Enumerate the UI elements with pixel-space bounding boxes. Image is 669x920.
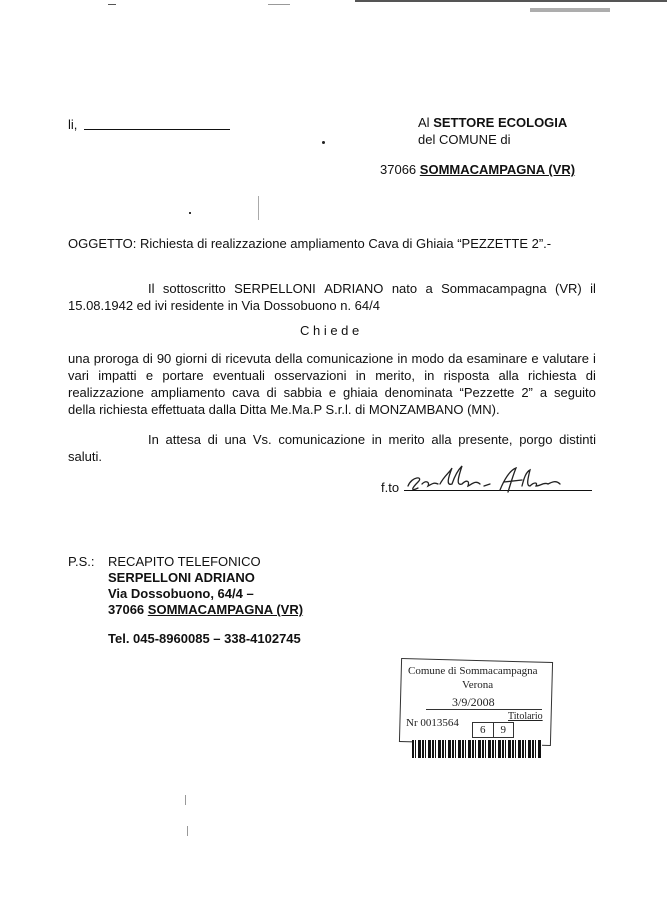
paragraph-3-line-2: saluti. — [68, 449, 102, 464]
scan-artifact-smudge — [530, 8, 610, 12]
addressee-prefix: Al — [418, 115, 430, 130]
word: presente, — [458, 432, 513, 447]
word: richiesta — [528, 368, 577, 383]
word: Vs. — [252, 432, 272, 447]
word: di — [142, 351, 153, 366]
word: ricevuta — [225, 351, 271, 366]
scan-artifact-dash — [268, 4, 290, 5]
word: sottoscritto — [162, 281, 226, 296]
word: attesa — [165, 432, 201, 447]
word: ADRIANO — [324, 281, 384, 296]
word: in — [355, 368, 366, 383]
stamp-date: 3/9/2008 — [452, 695, 495, 709]
word: in — [424, 368, 435, 383]
scan-artifact-dash — [185, 795, 186, 805]
scan-artifact-dot — [189, 212, 191, 214]
subject-text: Richiesta di realizzazione ampliamento Cava di Ghiaia “PEZZETTE 2”.- — [140, 236, 552, 251]
place-label: li, — [68, 117, 78, 132]
paragraph-1-line-2: 15.08.1942 ed ivi residente in Via Dossobuono n. 64/4 — [68, 298, 380, 313]
stamp-titolario-label: Titolario — [508, 711, 543, 722]
word: di — [585, 368, 596, 383]
word: e — [531, 351, 539, 366]
word: denominata — [384, 385, 453, 400]
ps-line-3: Via Dossobuono, 64/4 – — [108, 586, 254, 601]
word: portare — [162, 368, 204, 383]
ps-label: P.S.: — [68, 554, 95, 569]
paragraph-2-line-2 — [68, 367, 596, 384]
word: di — [207, 432, 218, 447]
addressee-city: SOMMACAMPAGNA (VR) — [419, 162, 576, 177]
stamp-municipality: Comune di Sommacampagna — [408, 665, 538, 677]
scan-artifact-dash — [108, 4, 116, 5]
word: merito, — [375, 368, 415, 383]
word: vari — [68, 368, 89, 383]
stamp-nr-value: 0013564 — [420, 717, 459, 729]
word: ghiaia — [342, 385, 378, 400]
stamp-titolario-class: 6 — [473, 723, 494, 737]
word: cava — [232, 385, 260, 400]
word: in — [397, 351, 408, 366]
scan-artifact-dash — [187, 826, 188, 836]
stamp-barcode — [412, 740, 542, 758]
addressee-line-1 — [418, 114, 567, 131]
word: risposta — [443, 368, 490, 383]
scan-artifact-dash — [258, 196, 259, 220]
handwritten-signature — [404, 462, 594, 496]
paragraph-2-line-4: della richiesta effettuata dalla Ditta Me.Ma.P S.r.l. di MONZAMBANO (MN). — [68, 402, 500, 417]
word: alla — [431, 432, 452, 447]
ps-city: SOMMACAMPAGNA (VR) — [147, 602, 304, 617]
word: merito — [388, 432, 425, 447]
word: 90 — [156, 351, 172, 366]
ps-phone: Tel. 045-8960085 – 338-4102745 — [108, 631, 301, 646]
protocol-stamp — [396, 660, 554, 760]
ps-cap: 37066 — [108, 602, 145, 617]
word: distinti — [559, 432, 596, 447]
word: Sommacampagna — [441, 281, 547, 296]
word: di — [266, 385, 277, 400]
word: In — [148, 432, 159, 447]
word: modo — [411, 351, 445, 366]
word: sabbia — [283, 385, 322, 400]
stamp-nr-label: Nr — [406, 717, 418, 729]
paragraph-2-line-1 — [68, 350, 596, 367]
addressee-office: SETTORE ECOLOGIA — [433, 115, 568, 130]
word: a — [425, 281, 433, 296]
word: una — [68, 351, 90, 366]
scan-artifact-line — [355, 0, 667, 2]
paragraph-3-line-1 — [148, 431, 596, 448]
word: giorni — [175, 351, 208, 366]
signature-label: f.to — [381, 480, 400, 495]
word: il — [590, 281, 596, 296]
word: seguito — [553, 385, 596, 400]
word: ampliamento — [150, 385, 226, 400]
paragraph-2-line-3 — [68, 384, 596, 401]
word: “Pezzette — [459, 385, 515, 400]
word: proroga — [93, 351, 139, 366]
word: alla — [498, 368, 519, 383]
word: nato — [391, 281, 418, 296]
word: una — [224, 432, 247, 447]
stamp-province: Verona — [462, 679, 494, 691]
word: 2” — [521, 385, 533, 400]
word: porgo — [519, 432, 553, 447]
word: realizzazione — [68, 385, 144, 400]
word: (VR) — [555, 281, 582, 296]
word: e — [328, 385, 337, 400]
word: a — [539, 385, 548, 400]
word: esaminare — [466, 351, 528, 366]
word: i — [593, 351, 596, 366]
stamp-titolario-subclass: 9 — [500, 724, 506, 736]
word: da — [448, 351, 463, 366]
word: della — [275, 351, 303, 366]
word: osservazioni — [274, 368, 347, 383]
word: eventuali — [212, 368, 265, 383]
addressee-line-2: del COMUNE di — [418, 132, 511, 147]
word: comunicazione — [278, 432, 366, 447]
addressee-line-3 — [380, 161, 575, 178]
stamp-number — [406, 715, 459, 732]
word: comunicazione — [306, 351, 394, 366]
word: di — [211, 351, 222, 366]
ps-line-1: RECAPITO TELEFONICO — [108, 554, 261, 569]
word: SERPELLONI — [234, 281, 316, 296]
ps-line-2: SERPELLONI ADRIANO — [108, 570, 255, 585]
request-heading: C h i e d e — [300, 323, 360, 338]
stamp-titolario-box — [472, 722, 514, 738]
scan-artifact-dot — [322, 141, 325, 144]
paragraph-1-line-1 — [148, 280, 596, 297]
addressee-cap: 37066 — [380, 162, 417, 177]
subject-line — [68, 235, 551, 252]
word: impatti — [98, 368, 137, 383]
word: in — [371, 432, 382, 447]
word: Il — [148, 281, 155, 296]
word: e — [145, 368, 154, 383]
subject-label: OGGETTO: — [68, 236, 137, 251]
place-date-blank-line — [84, 129, 230, 130]
ps-line-4 — [108, 601, 303, 618]
word: valutare — [542, 351, 589, 366]
